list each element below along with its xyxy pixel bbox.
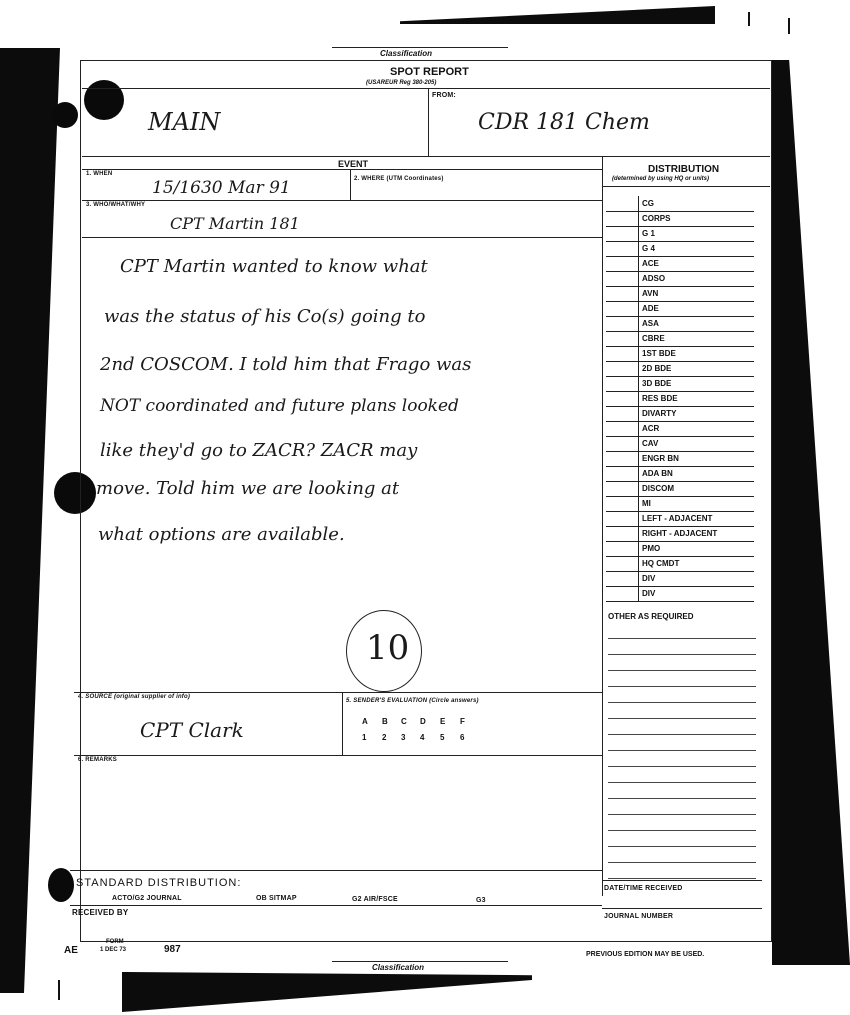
scan-shadow-top <box>400 6 715 24</box>
scan-shadow-right <box>772 60 850 965</box>
narrative-line-5: like they'd go to ZACR? ZACR may <box>100 440 418 461</box>
eval-number-6: 6 <box>460 733 465 742</box>
dist-item: DISCOM <box>642 484 674 493</box>
dist-row <box>606 331 754 347</box>
classification-bottom: Classification <box>372 963 425 972</box>
journal-number-label: JOURNAL NUMBER <box>604 913 674 920</box>
remarks-label: 6. REMARKS <box>78 757 118 763</box>
dist-item: PMO <box>642 544 661 553</box>
dist-row <box>606 226 754 242</box>
form-word: FORM <box>106 939 124 945</box>
scan-mark-bottom-left <box>58 980 60 1000</box>
dist-item: G 1 <box>642 229 655 238</box>
form-prefix: AE <box>64 945 78 956</box>
dist-row <box>606 271 754 287</box>
dist-row <box>606 301 754 317</box>
dist-row <box>606 481 754 497</box>
dist-row <box>606 466 754 482</box>
dist-row <box>606 241 754 257</box>
dist-item: ADSO <box>642 274 666 283</box>
eval-letter-c: C <box>401 717 407 726</box>
narrative-line-6: move. Told him we are looking at <box>96 478 400 499</box>
dist-item: ACR <box>642 424 660 433</box>
narrative-line-4: NOT coordinated and future plans looked <box>100 396 459 416</box>
dist-item: CG <box>642 199 654 208</box>
eval-letter-b: B <box>382 717 388 726</box>
other-blank-lines <box>608 624 758 880</box>
where-label: 2. WHERE (UTM Coordinates) <box>354 176 444 182</box>
dist-row <box>606 496 754 512</box>
dist-item: ENGR BN <box>642 454 679 463</box>
dist-item: ADE <box>642 304 659 313</box>
dist-row <box>606 541 754 557</box>
dist-item: RIGHT - ADJACENT <box>642 529 718 538</box>
dist-row <box>606 346 754 362</box>
narrative-line-3: 2nd COSCOM. I told him that Frago was <box>100 354 472 375</box>
source-label: 4. SOURCE (original supplier of info) <box>78 694 191 700</box>
eval-letter-e: E <box>440 717 446 726</box>
dist-row <box>606 376 754 392</box>
dist-item: HQ CMDT <box>642 559 680 568</box>
dist-row <box>606 526 754 542</box>
eval-number-4: 4 <box>420 733 425 742</box>
dist-row <box>606 586 754 602</box>
eval-number-2: 2 <box>382 733 387 742</box>
when-value: 15/1630 Mar 91 <box>152 178 291 198</box>
dist-item: 1ST BDE <box>642 349 676 358</box>
evaluation-label: 5. SENDER'S EVALUATION (Circle answers) <box>346 698 479 704</box>
received-by-label: RECEIVED BY <box>72 908 129 917</box>
eval-letter-d: D <box>420 717 426 726</box>
dist-item: 2D BDE <box>642 364 672 373</box>
dist-item: CORPS <box>642 214 671 223</box>
dist-item: CAV <box>642 439 659 448</box>
distribution-list <box>606 196 766 606</box>
event-label: EVENT <box>338 159 369 169</box>
dist-item: LEFT - ADJACENT <box>642 514 713 523</box>
form-number: 987 <box>164 944 181 955</box>
dist-row <box>606 436 754 452</box>
dist-row <box>606 196 754 212</box>
std-dist-ob-sitmap: OB SITMAP <box>256 895 297 902</box>
who-value: CPT Martin 181 <box>170 214 300 233</box>
eval-letter-f: F <box>460 717 465 726</box>
other-as-required-label: OTHER AS REQUIRED <box>608 612 694 621</box>
form-title: SPOT REPORT <box>390 66 469 78</box>
std-dist-acto: ACTO/G2 JOURNAL <box>112 895 182 902</box>
circled-mark-text: 10 <box>366 628 410 668</box>
dist-row <box>606 421 754 437</box>
std-dist-g2-air: G2 AIR/FSCE <box>352 896 398 903</box>
scan-shadow-bottom <box>122 972 532 1012</box>
punch-hole-upper-left <box>52 102 78 128</box>
dist-row <box>606 451 754 467</box>
dist-item: RES BDE <box>642 394 678 403</box>
to-value: MAIN <box>148 108 221 136</box>
dist-item: DIVARTY <box>642 409 677 418</box>
narrative-line-2: was the status of his Co(s) going to <box>104 306 426 327</box>
from-value: CDR 181 Chem <box>478 110 650 135</box>
distribution-subtitle: (determined by using HQ or units) <box>612 176 710 182</box>
dist-item: DIV <box>642 589 656 598</box>
dist-item: ASA <box>642 319 659 328</box>
dist-item: ADA BN <box>642 469 673 478</box>
dist-item: 3D BDE <box>642 379 672 388</box>
dist-row <box>606 391 754 407</box>
source-value: CPT Clark <box>140 718 244 742</box>
eval-number-3: 3 <box>401 733 406 742</box>
dist-row <box>606 256 754 272</box>
eval-number-1: 1 <box>362 733 367 742</box>
dist-item: G 4 <box>642 244 655 253</box>
dist-row <box>606 556 754 572</box>
eval-letter-a: A <box>362 717 368 726</box>
standard-distribution-label: STANDARD DISTRIBUTION: <box>76 877 242 889</box>
dist-row <box>606 406 754 422</box>
scan-mark-top-right-2 <box>788 18 790 34</box>
dist-row <box>606 286 754 302</box>
dist-item: CBRE <box>642 334 665 343</box>
dist-row <box>606 211 754 227</box>
eval-number-5: 5 <box>440 733 445 742</box>
narrative-line-1: CPT Martin wanted to know what <box>120 256 428 277</box>
punch-hole-bottom <box>48 868 74 902</box>
form-date: 1 DEC 73 <box>100 947 127 953</box>
distribution-title: DISTRIBUTION <box>648 164 720 175</box>
dist-row <box>606 511 754 527</box>
dist-item: ACE <box>642 259 659 268</box>
dist-item: MI <box>642 499 651 508</box>
date-time-received-label: DATE/TIME RECEIVED <box>604 885 683 892</box>
dist-row <box>606 571 754 587</box>
when-label: 1. WHEN <box>86 171 113 177</box>
narrative-line-7: what options are available. <box>98 524 345 545</box>
std-dist-g3: G3 <box>476 897 486 904</box>
who-label: 3. WHO/WHAT/WHY <box>86 202 146 208</box>
form-subtitle: (USAREUR Reg 380-205) <box>366 80 437 86</box>
from-label: FROM: <box>432 92 456 99</box>
previous-edition-note: PREVIOUS EDITION MAY BE USED. <box>586 951 705 958</box>
scan-mark-top-right <box>748 12 750 26</box>
dist-item: AVN <box>642 289 659 298</box>
dist-item: DIV <box>642 574 656 583</box>
scan-shadow-left <box>0 48 60 993</box>
classification-top: Classification <box>380 49 433 58</box>
dist-row <box>606 316 754 332</box>
dist-row <box>606 361 754 377</box>
